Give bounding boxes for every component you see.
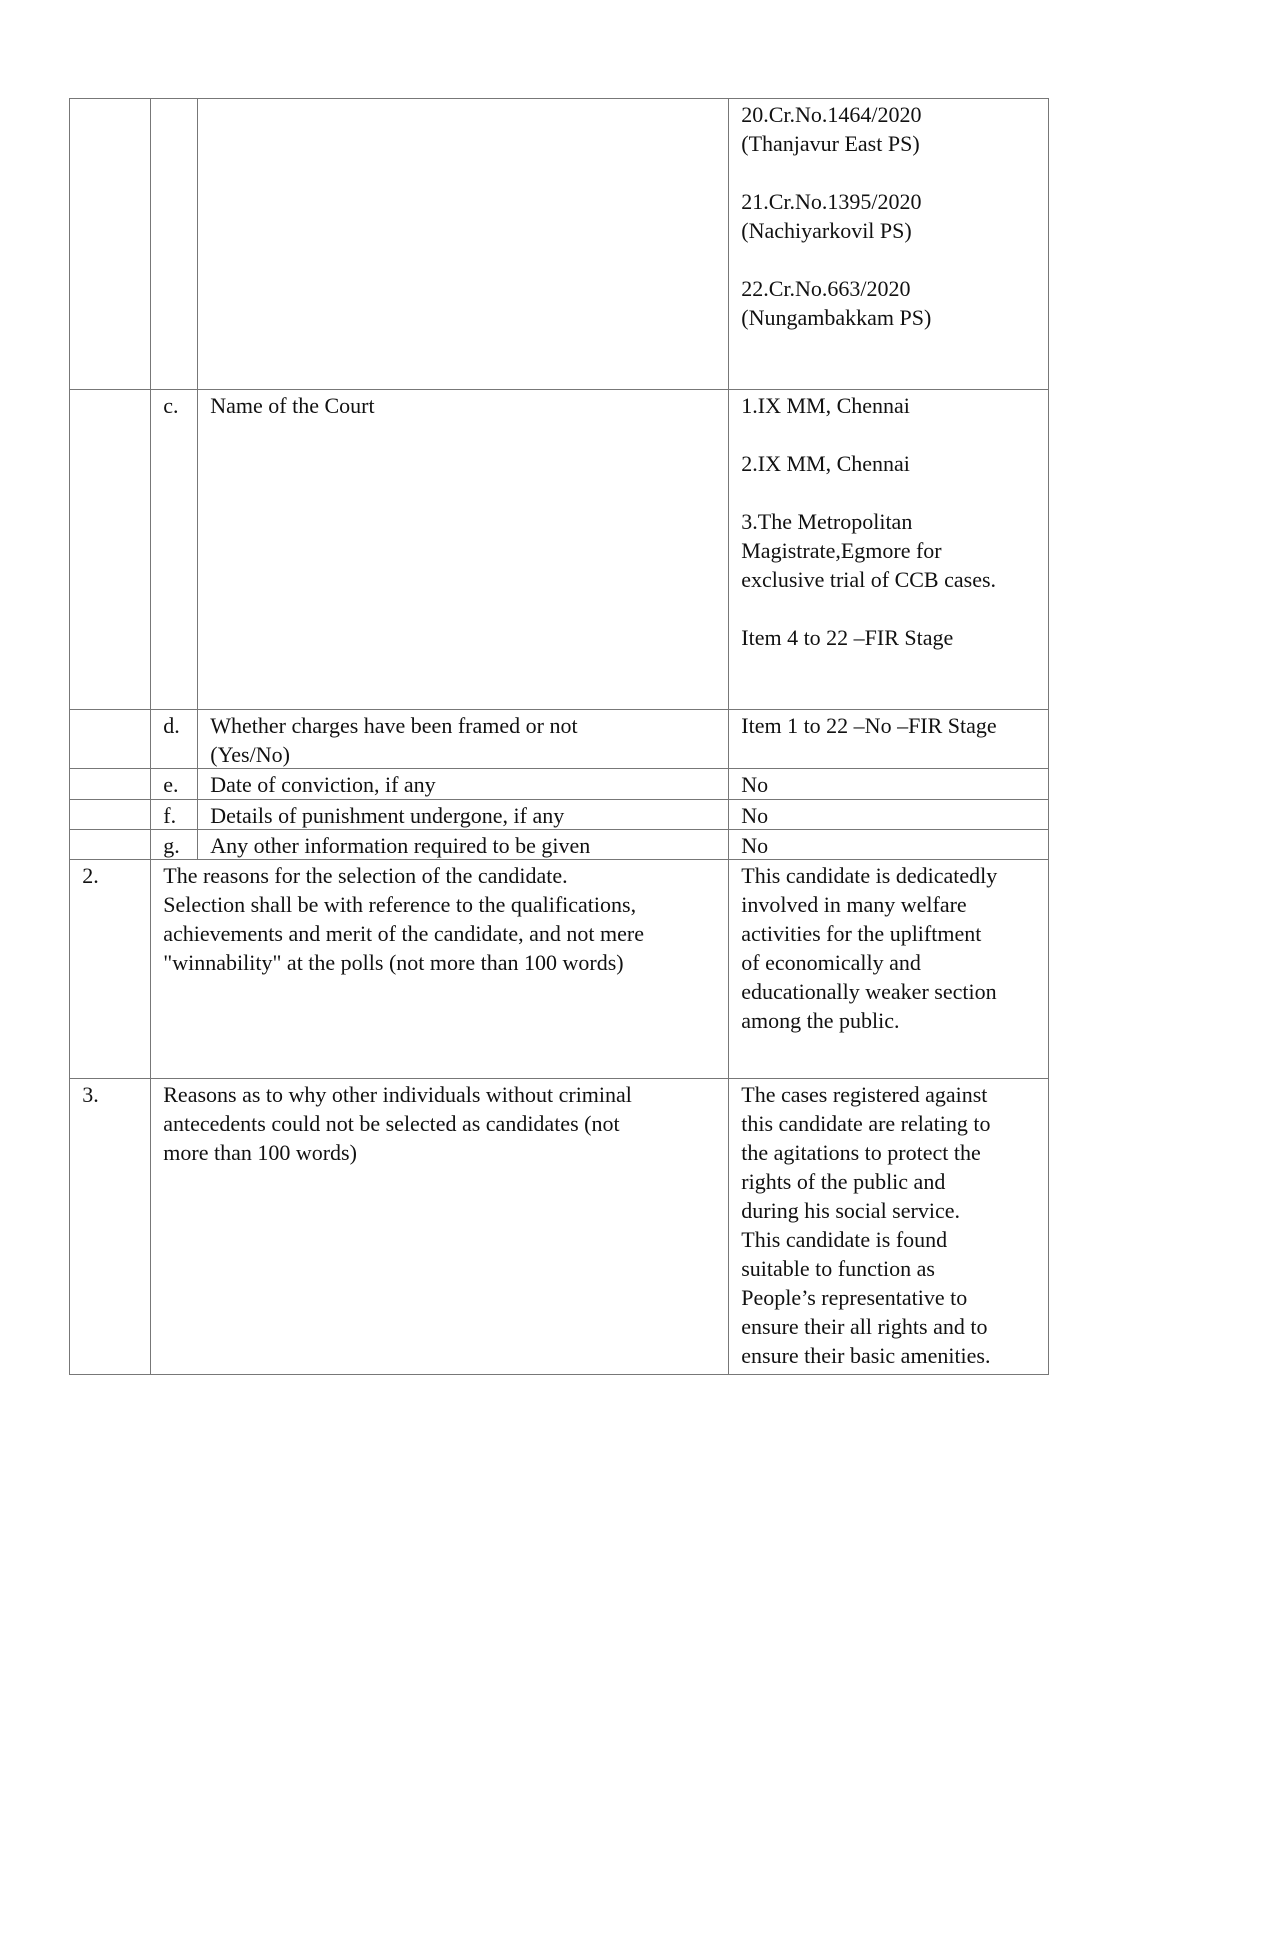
cell-label-empty (150, 98, 198, 390)
answer-line: among the public. (741, 1008, 900, 1034)
answer-line: suitable to function as (741, 1256, 935, 1282)
cell-serial-empty (69, 799, 151, 830)
row-e-question: Date of conviction, if any (197, 768, 729, 800)
row-g-label: g. (150, 829, 198, 860)
court-line: 3.The Metropolitan (741, 509, 913, 535)
question-line: (Yes/No) (210, 742, 290, 768)
answer-line: People’s representative to (741, 1285, 968, 1311)
answer-line: involved in many welfare (741, 892, 967, 918)
court-line: Magistrate,Egmore for (741, 538, 942, 564)
row-d-label: d. (150, 709, 198, 769)
row-f-answer: No (728, 799, 1049, 830)
row-e-label: e. (150, 768, 198, 800)
case-number: 21.Cr.No.1395/2020 (741, 189, 922, 215)
case-number: 22.Cr.No.663/2020 (741, 276, 911, 302)
court-entry (741, 449, 1036, 478)
answer-line: educationally weaker section (741, 979, 997, 1005)
court-line: Item 4 to 22 –FIR Stage (741, 625, 954, 651)
police-station: (Thanjavur East PS) (741, 131, 920, 157)
court-entry (741, 623, 1036, 652)
case-entry (741, 100, 1036, 158)
row-3-number: 3. (69, 1078, 151, 1375)
row-f-label: f. (150, 799, 198, 830)
row-c-label: c. (150, 389, 198, 710)
question-line: Reasons as to why other individuals without criminal (163, 1082, 632, 1108)
question-line: "winnability" at the polls (not more than 100 words) (163, 950, 624, 976)
answer-line: the agitations to protect the (741, 1140, 981, 1166)
answer-line: The cases registered against (741, 1082, 988, 1108)
question-line: antecedents could not be selected as candidates (not (163, 1111, 620, 1137)
court-line: 2.IX MM, Chennai (741, 451, 910, 477)
row-f-question: Details of punishment undergone, if any (197, 799, 729, 830)
answer-line: activities for the upliftment (741, 921, 982, 947)
row-3-question (150, 1078, 729, 1375)
answer-line: ensure their all rights and to (741, 1314, 988, 1340)
row-e-answer: No (728, 768, 1049, 800)
police-station: (Nachiyarkovil PS) (741, 218, 912, 244)
row-2-question (150, 859, 729, 1079)
question-line: Selection shall be with reference to the qualifications, (163, 892, 637, 918)
court-line: exclusive trial of CCB cases. (741, 567, 997, 593)
cell-serial-empty (69, 768, 151, 800)
cell-question-empty (197, 98, 729, 390)
row-2-number: 2. (69, 859, 151, 1079)
answer-line: rights of the public and (741, 1169, 946, 1195)
question-line: more than 100 words) (163, 1140, 357, 1166)
row-g-answer: No (728, 829, 1049, 860)
answer-line: of economically and (741, 950, 921, 976)
question-line: achievements and merit of the candidate, and not mere (163, 921, 644, 947)
cell-serial-empty (69, 829, 151, 860)
answer-line: This candidate is dedicatedly (741, 863, 998, 889)
row-c-question: Name of the Court (197, 389, 729, 710)
row-d-answer: Item 1 to 22 –No –FIR Stage (728, 709, 1049, 769)
answer-line: during his social service. (741, 1198, 960, 1224)
case-entry (741, 187, 1036, 245)
cell-serial-empty (69, 98, 151, 390)
row-d-question (197, 709, 729, 769)
case-entry (741, 274, 1036, 332)
answer-line: This candidate is found (741, 1227, 948, 1253)
court-line: 1.IX MM, Chennai (741, 393, 910, 419)
row-c-answer (728, 389, 1049, 710)
police-station: (Nungambakkam PS) (741, 305, 932, 331)
case-number: 20.Cr.No.1464/2020 (741, 102, 922, 128)
row-g-question: Any other information required to be given (197, 829, 729, 860)
row-3-answer (728, 1078, 1049, 1375)
court-entry (741, 391, 1036, 420)
cell-case-list (728, 98, 1049, 390)
row-2-answer (728, 859, 1049, 1079)
court-entry (741, 507, 1036, 594)
cell-serial-empty (69, 709, 151, 769)
cell-serial-empty (69, 389, 151, 710)
question-line: The reasons for the selection of the candidate. (163, 863, 568, 889)
answer-line: ensure their basic amenities. (741, 1343, 991, 1369)
question-line: Whether charges have been framed or not (210, 713, 578, 739)
answer-line: this candidate are relating to (741, 1111, 991, 1137)
